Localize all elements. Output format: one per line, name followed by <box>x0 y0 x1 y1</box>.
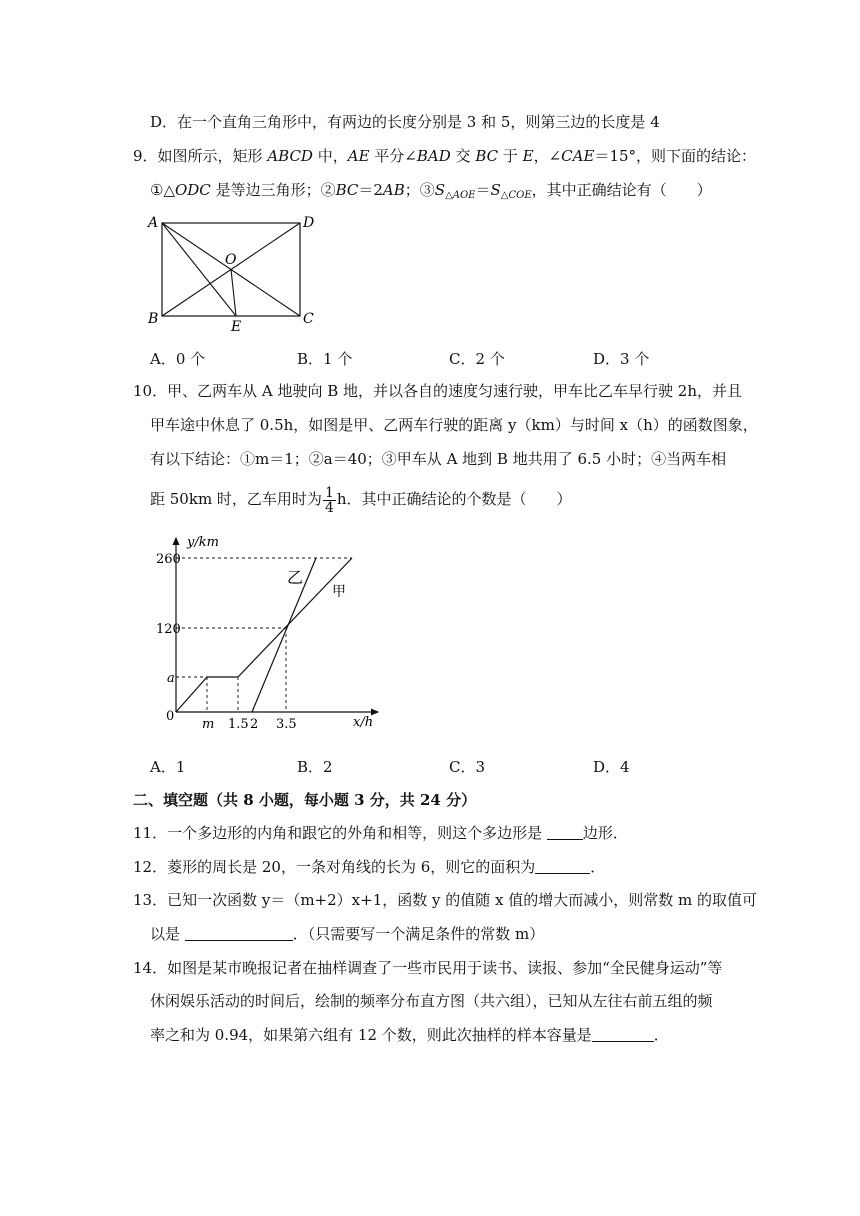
q10-stem-line4 <box>150 482 572 516</box>
q10-stem-line3: 有以下结论：①m＝1；②a＝40；③甲车从 A 地到 B 地共用了 6.5 小时；④当两车相 <box>150 450 727 468</box>
label-b: B <box>148 311 159 327</box>
q10-function-graph <box>156 530 390 732</box>
q11 <box>133 823 628 843</box>
q9-stem-line2 <box>150 180 712 206</box>
q9-text: BAD <box>416 147 451 165</box>
y-axis-label: y/km <box>187 535 219 550</box>
q9-text: ＝2 <box>358 181 383 199</box>
label-c: C <box>303 311 314 327</box>
q9-text: ；③ <box>404 181 435 199</box>
q9-stem-line1 <box>133 146 756 166</box>
q13-text: ．（只需要写一个满足条件的常数 m） <box>292 925 545 943</box>
q10-option-d: D．4 <box>593 758 630 776</box>
series-yi-label: 乙 <box>287 568 304 587</box>
q10-option-b: B．2 <box>297 758 333 776</box>
answer-blank[interactable] <box>592 1025 654 1042</box>
q9-text: 是等边三角形；② <box>210 181 336 199</box>
segment-ae <box>162 223 236 316</box>
answer-blank[interactable] <box>547 823 583 840</box>
q9-text: 于 <box>498 147 523 165</box>
q14-line2: 休闲娱乐活动的时间后，绘制的频率分布直方图（共六组），已知从左往右前五组的频 <box>150 992 713 1010</box>
q9-text: AE <box>347 147 370 165</box>
y-tick-label: 260 <box>156 552 181 567</box>
q9-text: ＝ <box>475 181 491 199</box>
x-tick-label: m <box>202 717 215 732</box>
series-jia-line <box>176 558 352 712</box>
q10-stem-line2: 甲车途中休息了 0.5h，如图是甲、乙两车行驶的距离 y（km）与时间 x（h）的函数图象， <box>150 416 758 434</box>
x-axis-label: x/h <box>353 715 374 730</box>
segment-oe <box>231 270 236 317</box>
y-tick-label: a <box>167 671 175 686</box>
q9-rectangle-figure <box>145 210 325 335</box>
q12-text: ． <box>590 858 606 876</box>
q8-option-d: D．在一个直角三角形中，有两边的长度分别是 3 和 5，则第三边的长度是 4 <box>150 113 660 131</box>
answer-blank[interactable] <box>535 857 590 874</box>
q9-text: E <box>522 147 534 165</box>
q12 <box>133 857 605 877</box>
q9-option-a: A．0 个 <box>150 350 206 368</box>
q13-line1: 13．已知一次函数 y＝（m+2）x+1，函数 y 的值随 x 值的增大而减小，则常数 m 的取值可 <box>133 891 758 909</box>
q9-text: ，其中正确结论有（ ） <box>531 181 712 199</box>
q9-text: ①△ <box>150 181 175 199</box>
q9-text: 9．如图所示，矩形 <box>133 147 268 165</box>
q10-text: h．其中正确结论的个数是（ ） <box>336 490 572 508</box>
q9-text: △COE <box>500 190 532 201</box>
q14-text: ． <box>653 1026 669 1044</box>
q11-text: 11．一个多边形的内角和跟它的外角和相等，则这个多边形是 <box>133 824 547 842</box>
q13-text: 以是 <box>150 925 185 943</box>
q12-text: 12．菱形的周长是 20，一条对角线的长为 6，则它的面积为 <box>133 858 536 876</box>
q9-text: △AOE <box>445 190 476 201</box>
q10-option-a: A．1 <box>150 758 186 776</box>
q9-text: BC <box>475 147 499 165</box>
q9-text: ABCD <box>267 147 313 165</box>
q14-line3 <box>150 1025 669 1045</box>
q11-text: 边形． <box>582 824 628 842</box>
fraction-numerator: 1 <box>324 484 334 501</box>
label-o: O <box>225 252 237 268</box>
q14-line1: 14．如图是某市晚报记者在抽样调查了一些市民用于读书、读报、参加“全民健身运动”等 <box>133 959 723 977</box>
q9-text: AB <box>382 181 405 199</box>
q9-option-c: C．2 个 <box>449 350 505 368</box>
origin-label: 0 <box>166 709 175 724</box>
x-tick-label: 1.5 <box>228 717 249 732</box>
label-e: E <box>231 319 242 335</box>
q9-option-b: B．1 个 <box>297 350 353 368</box>
q9-text: 交 <box>450 147 476 165</box>
q9-text: ODC <box>174 181 211 199</box>
q9-text: 中， <box>312 147 348 165</box>
q9-text: ＝15°，则下面的结论： <box>594 147 757 165</box>
q9-text: S <box>434 181 446 199</box>
q10-option-c: C．3 <box>449 758 486 776</box>
q9-option-d: D．3 个 <box>593 350 650 368</box>
y-tick-label: 120 <box>156 622 181 637</box>
q13-line2 <box>150 924 544 944</box>
chart-layer <box>156 535 378 732</box>
label-a: A <box>148 215 159 231</box>
x-tick-label: 2 <box>250 717 259 732</box>
fraction-denominator: 4 <box>324 499 334 516</box>
x-tick-label: 3.5 <box>276 717 297 732</box>
q9-text: CAE <box>561 147 595 165</box>
answer-blank[interactable] <box>185 924 293 941</box>
q9-text: 平分∠ <box>369 147 417 165</box>
series-yi-line <box>252 558 316 712</box>
q9-text: ，∠ <box>533 147 562 165</box>
q10-text: 距 50km 时，乙车用时为 <box>150 490 322 508</box>
q9-text: S <box>490 181 501 199</box>
fraction-one-quarter <box>323 486 336 515</box>
series-jia-label: 甲 <box>332 584 346 600</box>
q14-text: 率之和为 0.94，如果第六组有 12 个数，则此次抽样的样本容量是 <box>150 1026 592 1044</box>
label-d: D <box>303 215 315 231</box>
q9-text: BC <box>335 181 359 199</box>
section-heading: 二、填空题（共 8 小题，每小题 3 分，共 24 分） <box>133 791 477 809</box>
q10-stem-line1: 10．甲、乙两车从 A 地驶向 B 地，并以各自的速度匀速行驶，甲车比乙车早行驶 2h，并且 <box>133 382 742 400</box>
